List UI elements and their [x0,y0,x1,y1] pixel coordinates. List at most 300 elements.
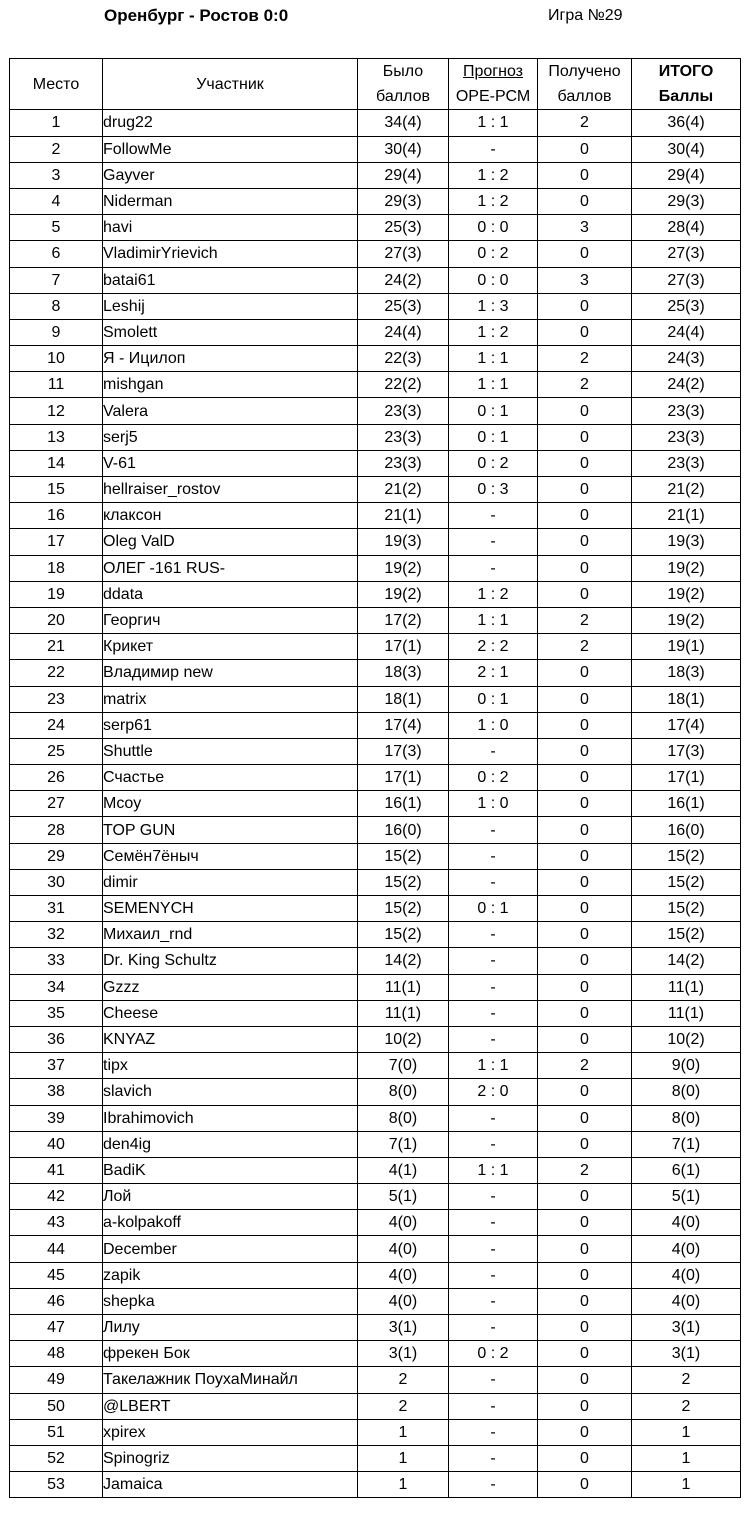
participant-cell: shepka [103,1288,358,1314]
received-points-cell: 0 [538,843,632,869]
participant-cell: Gzzz [103,974,358,1000]
total-points-cell: 3(1) [632,1341,741,1367]
total-points-cell: 19(2) [632,581,741,607]
participant-cell: Такелажник ПоухаМинайл [103,1367,358,1393]
column-header-prediction-line2: ОРЕ-РСМ [449,84,538,110]
place-cell: 30 [10,869,103,895]
place-cell: 2 [10,136,103,162]
total-points-cell: 23(3) [632,398,741,424]
standings-table [9,58,741,1498]
prev-points-cell: 17(4) [358,712,449,738]
total-points-cell: 30(4) [632,136,741,162]
prediction-cell: 1 : 2 [449,188,538,214]
participant-cell: V-61 [103,450,358,476]
table-row [10,1053,741,1079]
prediction-cell: 1 : 1 [449,346,538,372]
received-points-cell: 3 [538,267,632,293]
received-points-cell: 0 [538,450,632,476]
received-points-cell: 0 [538,869,632,895]
received-points-cell: 0 [538,1315,632,1341]
place-cell: 10 [10,346,103,372]
place-cell: 51 [10,1419,103,1445]
participant-cell: zapik [103,1262,358,1288]
prediction-cell: 1 : 0 [449,791,538,817]
total-points-cell: 29(4) [632,162,741,188]
table-row [10,188,741,214]
table-row [10,581,741,607]
prev-points-cell: 19(3) [358,529,449,555]
total-points-cell: 21(1) [632,503,741,529]
participant-cell: Niderman [103,188,358,214]
total-points-cell: 9(0) [632,1053,741,1079]
received-points-cell: 0 [538,765,632,791]
total-points-cell: 19(2) [632,555,741,581]
prev-points-cell: 11(1) [358,1000,449,1026]
received-points-cell: 0 [538,1184,632,1210]
participant-cell: Smolett [103,319,358,345]
place-cell: 23 [10,686,103,712]
received-points-cell: 0 [538,1236,632,1262]
place-cell: 41 [10,1157,103,1183]
prev-points-cell: 24(4) [358,319,449,345]
prediction-cell: 1 : 2 [449,162,538,188]
prev-points-cell: 22(3) [358,346,449,372]
participant-cell: KNYAZ [103,1026,358,1052]
prev-points-cell: 10(2) [358,1026,449,1052]
table-row [10,1236,741,1262]
table-row [10,555,741,581]
place-cell: 19 [10,581,103,607]
received-points-cell: 0 [538,1445,632,1471]
total-points-cell: 8(0) [632,1105,741,1131]
participant-cell: ОЛЕГ -161 RUS- [103,555,358,581]
column-header-total: ИТОГО [632,59,741,85]
prediction-cell: 1 : 0 [449,712,538,738]
prev-points-cell: 5(1) [358,1184,449,1210]
received-points-cell: 0 [538,1210,632,1236]
table-row [10,215,741,241]
place-cell: 52 [10,1445,103,1471]
total-points-cell: 24(4) [632,319,741,345]
game-number: Игра №29 [548,7,623,24]
prev-points-cell: 29(4) [358,162,449,188]
column-header-received-points-line2: баллов [538,84,632,110]
received-points-cell: 0 [538,791,632,817]
place-cell: 1 [10,110,103,136]
prediction-cell: 0 : 2 [449,241,538,267]
place-cell: 13 [10,424,103,450]
column-header-total-line2: Баллы [632,84,741,110]
column-header-received-points: Получено [538,59,632,85]
table-row [10,1472,741,1498]
received-points-cell: 0 [538,817,632,843]
place-cell: 8 [10,293,103,319]
total-points-cell: 25(3) [632,293,741,319]
place-cell: 15 [10,477,103,503]
prev-points-cell: 1 [358,1445,449,1471]
table-row [10,660,741,686]
prev-points-cell: 25(3) [358,293,449,319]
participant-cell: Лой [103,1184,358,1210]
prediction-cell: 0 : 2 [449,765,538,791]
prediction-cell: 2 : 2 [449,634,538,660]
prediction-cell: - [449,1288,538,1314]
place-cell: 12 [10,398,103,424]
received-points-cell: 0 [538,1393,632,1419]
total-points-cell: 7(1) [632,1131,741,1157]
prev-points-cell: 17(2) [358,607,449,633]
participant-cell: a-kolpakoff [103,1210,358,1236]
received-points-cell: 0 [538,948,632,974]
table-row [10,791,741,817]
participant-cell: Gayver [103,162,358,188]
prediction-cell: - [449,1000,538,1026]
prev-points-cell: 2 [358,1393,449,1419]
prev-points-cell: 23(3) [358,398,449,424]
prev-points-cell: 21(2) [358,477,449,503]
total-points-cell: 8(0) [632,1079,741,1105]
prediction-cell: 0 : 3 [449,477,538,503]
prev-points-cell: 14(2) [358,948,449,974]
place-cell: 5 [10,215,103,241]
total-points-cell: 17(3) [632,738,741,764]
total-points-cell: 6(1) [632,1157,741,1183]
received-points-cell: 0 [538,738,632,764]
table-row [10,136,741,162]
participant-cell: VladimirYrievich [103,241,358,267]
prediction-cell: 1 : 1 [449,607,538,633]
participant-cell: serj5 [103,424,358,450]
participant-cell: hellraiser_rostov [103,477,358,503]
participant-cell: Счастье [103,765,358,791]
table-row [10,1210,741,1236]
table-row [10,738,741,764]
place-cell: 16 [10,503,103,529]
prev-points-cell: 4(0) [358,1288,449,1314]
table-row [10,634,741,660]
prediction-cell: 1 : 2 [449,319,538,345]
prediction-cell: 1 : 2 [449,581,538,607]
prev-points-cell: 34(4) [358,110,449,136]
total-points-cell: 28(4) [632,215,741,241]
received-points-cell: 2 [538,607,632,633]
prediction-cell: - [449,1105,538,1131]
participant-cell: Семён7ёныч [103,843,358,869]
prediction-cell: - [449,1367,538,1393]
prev-points-cell: 23(3) [358,424,449,450]
table-row [10,896,741,922]
prev-points-cell: 17(1) [358,765,449,791]
place-cell: 32 [10,922,103,948]
received-points-cell: 0 [538,555,632,581]
prediction-cell: 0 : 1 [449,896,538,922]
place-cell: 53 [10,1472,103,1498]
total-points-cell: 4(0) [632,1236,741,1262]
received-points-cell: 0 [538,241,632,267]
participant-cell: FollowMe [103,136,358,162]
place-cell: 28 [10,817,103,843]
prev-points-cell: 11(1) [358,974,449,1000]
table-row [10,1315,741,1341]
received-points-cell: 0 [538,922,632,948]
received-points-cell: 0 [538,1079,632,1105]
participant-cell: xpirex [103,1419,358,1445]
place-cell: 40 [10,1131,103,1157]
prev-points-cell: 17(3) [358,738,449,764]
participant-cell: Cheese [103,1000,358,1026]
prediction-cell: - [449,817,538,843]
prev-points-cell: 29(3) [358,188,449,214]
received-points-cell: 0 [538,424,632,450]
total-points-cell: 16(1) [632,791,741,817]
prev-points-cell: 7(0) [358,1053,449,1079]
participant-cell: matrix [103,686,358,712]
table-row [10,765,741,791]
table-row [10,267,741,293]
prediction-cell: - [449,503,538,529]
place-cell: 31 [10,896,103,922]
prediction-cell: - [449,974,538,1000]
prediction-cell: - [449,1419,538,1445]
table-row [10,241,741,267]
received-points-cell: 0 [538,1026,632,1052]
column-header-place: Место [10,59,103,110]
participant-cell: slavich [103,1079,358,1105]
received-points-cell: 2 [538,346,632,372]
prev-points-cell: 8(0) [358,1105,449,1131]
received-points-cell: 0 [538,686,632,712]
participant-cell: Leshij [103,293,358,319]
received-points-cell: 2 [538,372,632,398]
table-row [10,1079,741,1105]
participant-cell: @LBERT [103,1393,358,1419]
participant-cell: Valera [103,398,358,424]
total-points-cell: 29(3) [632,188,741,214]
column-header-prediction: Прогноз [449,59,538,85]
participant-cell: фрекен Бок [103,1341,358,1367]
prev-points-cell: 8(0) [358,1079,449,1105]
place-cell: 37 [10,1053,103,1079]
participant-cell: Лилу [103,1315,358,1341]
received-points-cell: 0 [538,188,632,214]
column-header-prev-points: Было [358,59,449,85]
place-cell: 27 [10,791,103,817]
table-row [10,398,741,424]
table-row [10,1105,741,1131]
received-points-cell: 0 [538,1288,632,1314]
prev-points-cell: 19(2) [358,555,449,581]
table-row [10,529,741,555]
prediction-cell: - [449,1026,538,1052]
prediction-cell: - [449,922,538,948]
place-cell: 36 [10,1026,103,1052]
column-header-participant: Участник [103,59,358,110]
prediction-cell: 2 : 1 [449,660,538,686]
place-cell: 9 [10,319,103,345]
header-row-top [10,59,741,85]
prediction-cell: 1 : 3 [449,293,538,319]
received-points-cell: 0 [538,1000,632,1026]
place-cell: 3 [10,162,103,188]
place-cell: 20 [10,607,103,633]
prev-points-cell: 25(3) [358,215,449,241]
prediction-cell: - [449,1393,538,1419]
participant-cell: ddata [103,581,358,607]
received-points-cell: 0 [538,1105,632,1131]
prediction-cell: 0 : 0 [449,267,538,293]
total-points-cell: 3(1) [632,1315,741,1341]
total-points-cell: 17(1) [632,765,741,791]
received-points-cell: 0 [538,293,632,319]
prev-points-cell: 3(1) [358,1341,449,1367]
participant-cell: TOP GUN [103,817,358,843]
place-cell: 48 [10,1341,103,1367]
place-cell: 38 [10,1079,103,1105]
table-row [10,817,741,843]
total-points-cell: 24(2) [632,372,741,398]
total-points-cell: 4(0) [632,1288,741,1314]
prev-points-cell: 2 [358,1367,449,1393]
prev-points-cell: 30(4) [358,136,449,162]
prediction-cell: - [449,1184,538,1210]
total-points-cell: 18(3) [632,660,741,686]
received-points-cell: 0 [538,1367,632,1393]
prev-points-cell: 23(3) [358,450,449,476]
participant-cell: tipx [103,1053,358,1079]
participant-cell: BadiK [103,1157,358,1183]
total-points-cell: 15(2) [632,922,741,948]
prev-points-cell: 4(0) [358,1262,449,1288]
prev-points-cell: 15(2) [358,869,449,895]
table-row [10,1026,741,1052]
table-row [10,372,741,398]
prev-points-cell: 15(2) [358,896,449,922]
place-cell: 44 [10,1236,103,1262]
prev-points-cell: 1 [358,1419,449,1445]
place-cell: 22 [10,660,103,686]
received-points-cell: 0 [538,1341,632,1367]
place-cell: 33 [10,948,103,974]
column-header-prev-points-line2: баллов [358,84,449,110]
table-row [10,1419,741,1445]
prediction-cell: - [449,1262,538,1288]
prev-points-cell: 15(2) [358,922,449,948]
participant-cell: Dr. King Schultz [103,948,358,974]
total-points-cell: 11(1) [632,1000,741,1026]
received-points-cell: 0 [538,1131,632,1157]
prediction-cell: - [449,1472,538,1498]
total-points-cell: 36(4) [632,110,741,136]
total-points-cell: 16(0) [632,817,741,843]
place-cell: 14 [10,450,103,476]
participant-cell: Shuttle [103,738,358,764]
received-points-cell: 0 [538,581,632,607]
participant-cell: havi [103,215,358,241]
place-cell: 42 [10,1184,103,1210]
prev-points-cell: 24(2) [358,267,449,293]
participant-cell: Mcoy [103,791,358,817]
table-row [10,1341,741,1367]
prev-points-cell: 3(1) [358,1315,449,1341]
prediction-cell: 1 : 1 [449,372,538,398]
place-cell: 25 [10,738,103,764]
table-row [10,293,741,319]
table-row [10,607,741,633]
total-points-cell: 4(0) [632,1210,741,1236]
standings-header [10,59,741,110]
place-cell: 45 [10,1262,103,1288]
prediction-cell: 1 : 1 [449,1157,538,1183]
place-cell: 34 [10,974,103,1000]
prev-points-cell: 15(2) [358,843,449,869]
total-points-cell: 1 [632,1419,741,1445]
prediction-cell: - [449,738,538,764]
total-points-cell: 23(3) [632,450,741,476]
place-cell: 11 [10,372,103,398]
table-row [10,686,741,712]
participant-cell: Я - Ицилоп [103,346,358,372]
table-row [10,1131,741,1157]
prev-points-cell: 27(3) [358,241,449,267]
place-cell: 6 [10,241,103,267]
participant-cell: Владимир new [103,660,358,686]
received-points-cell: 2 [538,110,632,136]
participant-cell: batai61 [103,267,358,293]
prediction-cell: - [449,1236,538,1262]
total-points-cell: 27(3) [632,267,741,293]
table-row [10,424,741,450]
received-points-cell: 0 [538,529,632,555]
total-points-cell: 15(2) [632,896,741,922]
prediction-cell: - [449,1210,538,1236]
place-cell: 29 [10,843,103,869]
received-points-cell: 2 [538,634,632,660]
place-cell: 4 [10,188,103,214]
participant-cell: Ibrahimovich [103,1105,358,1131]
prev-points-cell: 4(0) [358,1236,449,1262]
total-points-cell: 19(1) [632,634,741,660]
table-row [10,843,741,869]
place-cell: 50 [10,1393,103,1419]
total-points-cell: 14(2) [632,948,741,974]
prev-points-cell: 16(1) [358,791,449,817]
participant-cell: dimir [103,869,358,895]
received-points-cell: 0 [538,712,632,738]
prediction-cell: 0 : 2 [449,450,538,476]
participant-cell: mishgan [103,372,358,398]
prediction-cell: - [449,529,538,555]
participant-cell: drug22 [103,110,358,136]
prediction-cell: - [449,869,538,895]
prev-points-cell: 4(1) [358,1157,449,1183]
place-cell: 17 [10,529,103,555]
prediction-cell: 0 : 0 [449,215,538,241]
total-points-cell: 21(2) [632,477,741,503]
table-row [10,503,741,529]
table-row [10,869,741,895]
received-points-cell: 0 [538,477,632,503]
table-row [10,346,741,372]
place-cell: 49 [10,1367,103,1393]
participant-cell: Oleg ValD [103,529,358,555]
received-points-cell: 0 [538,1419,632,1445]
received-points-cell: 0 [538,503,632,529]
total-points-cell: 24(3) [632,346,741,372]
standings-body [10,110,741,1498]
received-points-cell: 0 [538,162,632,188]
received-points-cell: 0 [538,1472,632,1498]
prev-points-cell: 7(1) [358,1131,449,1157]
